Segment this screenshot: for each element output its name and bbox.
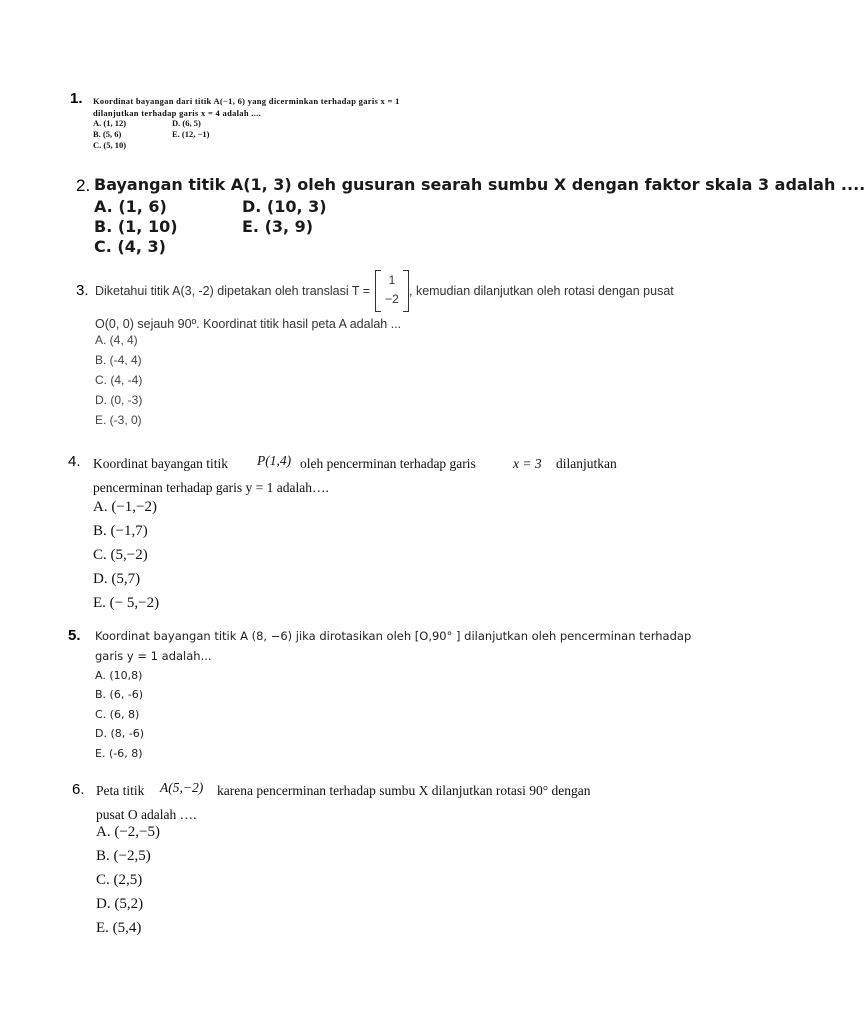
option-c: C. (4, 3)	[94, 237, 166, 256]
question-text-line-1: Koordinat bayangan titik A (8, −6) jika dirotasikan oleh [O,90° ] dilanjutkan oleh pencerminan terhadap	[95, 629, 692, 643]
option-e: E. (− 5,−2)	[93, 595, 160, 611]
option-d: D. (10, 3)	[242, 197, 327, 216]
question-number: 6.	[72, 781, 85, 798]
option-c: C. (5, 10)	[93, 140, 127, 150]
option-a: A. (4, 4)	[95, 333, 138, 347]
point-p: P(1,4)	[257, 453, 292, 468]
point-a: A(5,−2)	[160, 780, 204, 795]
question-text-line-1b: karena pencerminan terhadap sumbu X dilanjutkan rotasi 90° dengan	[217, 783, 591, 798]
question-text-line-2: dilanjutkan terhadap garis x = 4 adalah ....	[93, 108, 262, 118]
translation-matrix	[375, 270, 409, 312]
question-text-line-1a: Diketahui titik A(3, -2) dipetakan oleh translasi T =	[95, 284, 371, 298]
option-b: B. (1, 10)	[94, 217, 178, 236]
question-text-line-1: Bayangan titik A(1, 3) oleh gusuran searah sumbu X dengan faktor skala 3 adalah ....	[94, 175, 865, 194]
question-number: 2.	[76, 176, 91, 195]
equation-x: x = 3	[513, 456, 542, 471]
option-e: E. (3, 9)	[242, 217, 314, 236]
option-a: A. (−1,−2)	[93, 499, 157, 515]
option-b: B. (−2,5)	[96, 848, 151, 864]
question-text-line-2: pencerminan terhadap garis y = 1 adalah….	[93, 480, 329, 495]
question-number: 5.	[68, 627, 81, 644]
option-c: C. (6, 8)	[95, 708, 140, 721]
option-b: B. (−1,7)	[93, 523, 148, 539]
question-number: 4.	[68, 453, 81, 470]
option-c: C. (2,5)	[96, 872, 143, 888]
option-d: D. (6, 5)	[172, 118, 201, 128]
matrix-top-value: 1	[388, 273, 396, 287]
option-d: D. (5,7)	[93, 571, 141, 587]
question-text-line-1c: dilanjutkan	[556, 456, 617, 471]
option-a: A. (1, 6)	[94, 197, 167, 216]
option-d: D. (5,2)	[96, 896, 144, 912]
option-a: A. (10,8)	[95, 669, 143, 682]
question-number: 3.	[76, 282, 89, 299]
question-text-line-1: Koordinat bayangan dari titik A(−1, 6) yang dicerminkan terhadap garis x = 1	[93, 96, 400, 106]
option-b: B. (-4, 4)	[95, 353, 142, 367]
question-text-line-1b: , kemudian dilanjutkan oleh rotasi dengan pusat	[409, 284, 674, 298]
option-b: B. (6, -6)	[95, 688, 144, 701]
question-text-line-2: O(0, 0) sejauh 90º. Koordinat titik hasil peta A adalah ...	[95, 317, 402, 331]
option-a: A. (−2,−5)	[96, 824, 160, 840]
option-d: D. (0, -3)	[95, 393, 143, 407]
option-c: C. (4, -4)	[95, 373, 143, 387]
option-e: E. (5,4)	[96, 920, 142, 936]
question-text-line-2: pusat O adalah ….	[96, 807, 197, 822]
question-text-line-1a: Peta titik	[96, 783, 145, 798]
matrix-bottom-value: −2	[385, 292, 399, 306]
option-e: E. (-3, 0)	[95, 413, 142, 427]
question-text-line-2: garis y = 1 adalah...	[95, 649, 212, 663]
question-text-line-1b: oleh pencerminan terhadap garis	[300, 456, 476, 471]
option-a: A. (1, 12)	[93, 118, 127, 128]
question-number: 1.	[70, 90, 83, 107]
option-c: C. (5,−2)	[93, 547, 148, 563]
option-e: E. (-6, 8)	[95, 747, 143, 760]
option-e: E. (12, −1)	[172, 129, 210, 139]
option-b: B. (5, 6)	[93, 129, 122, 139]
question-text-line-1: Koordinat bayangan titik	[93, 456, 228, 471]
option-d: D. (8, -6)	[95, 727, 145, 740]
